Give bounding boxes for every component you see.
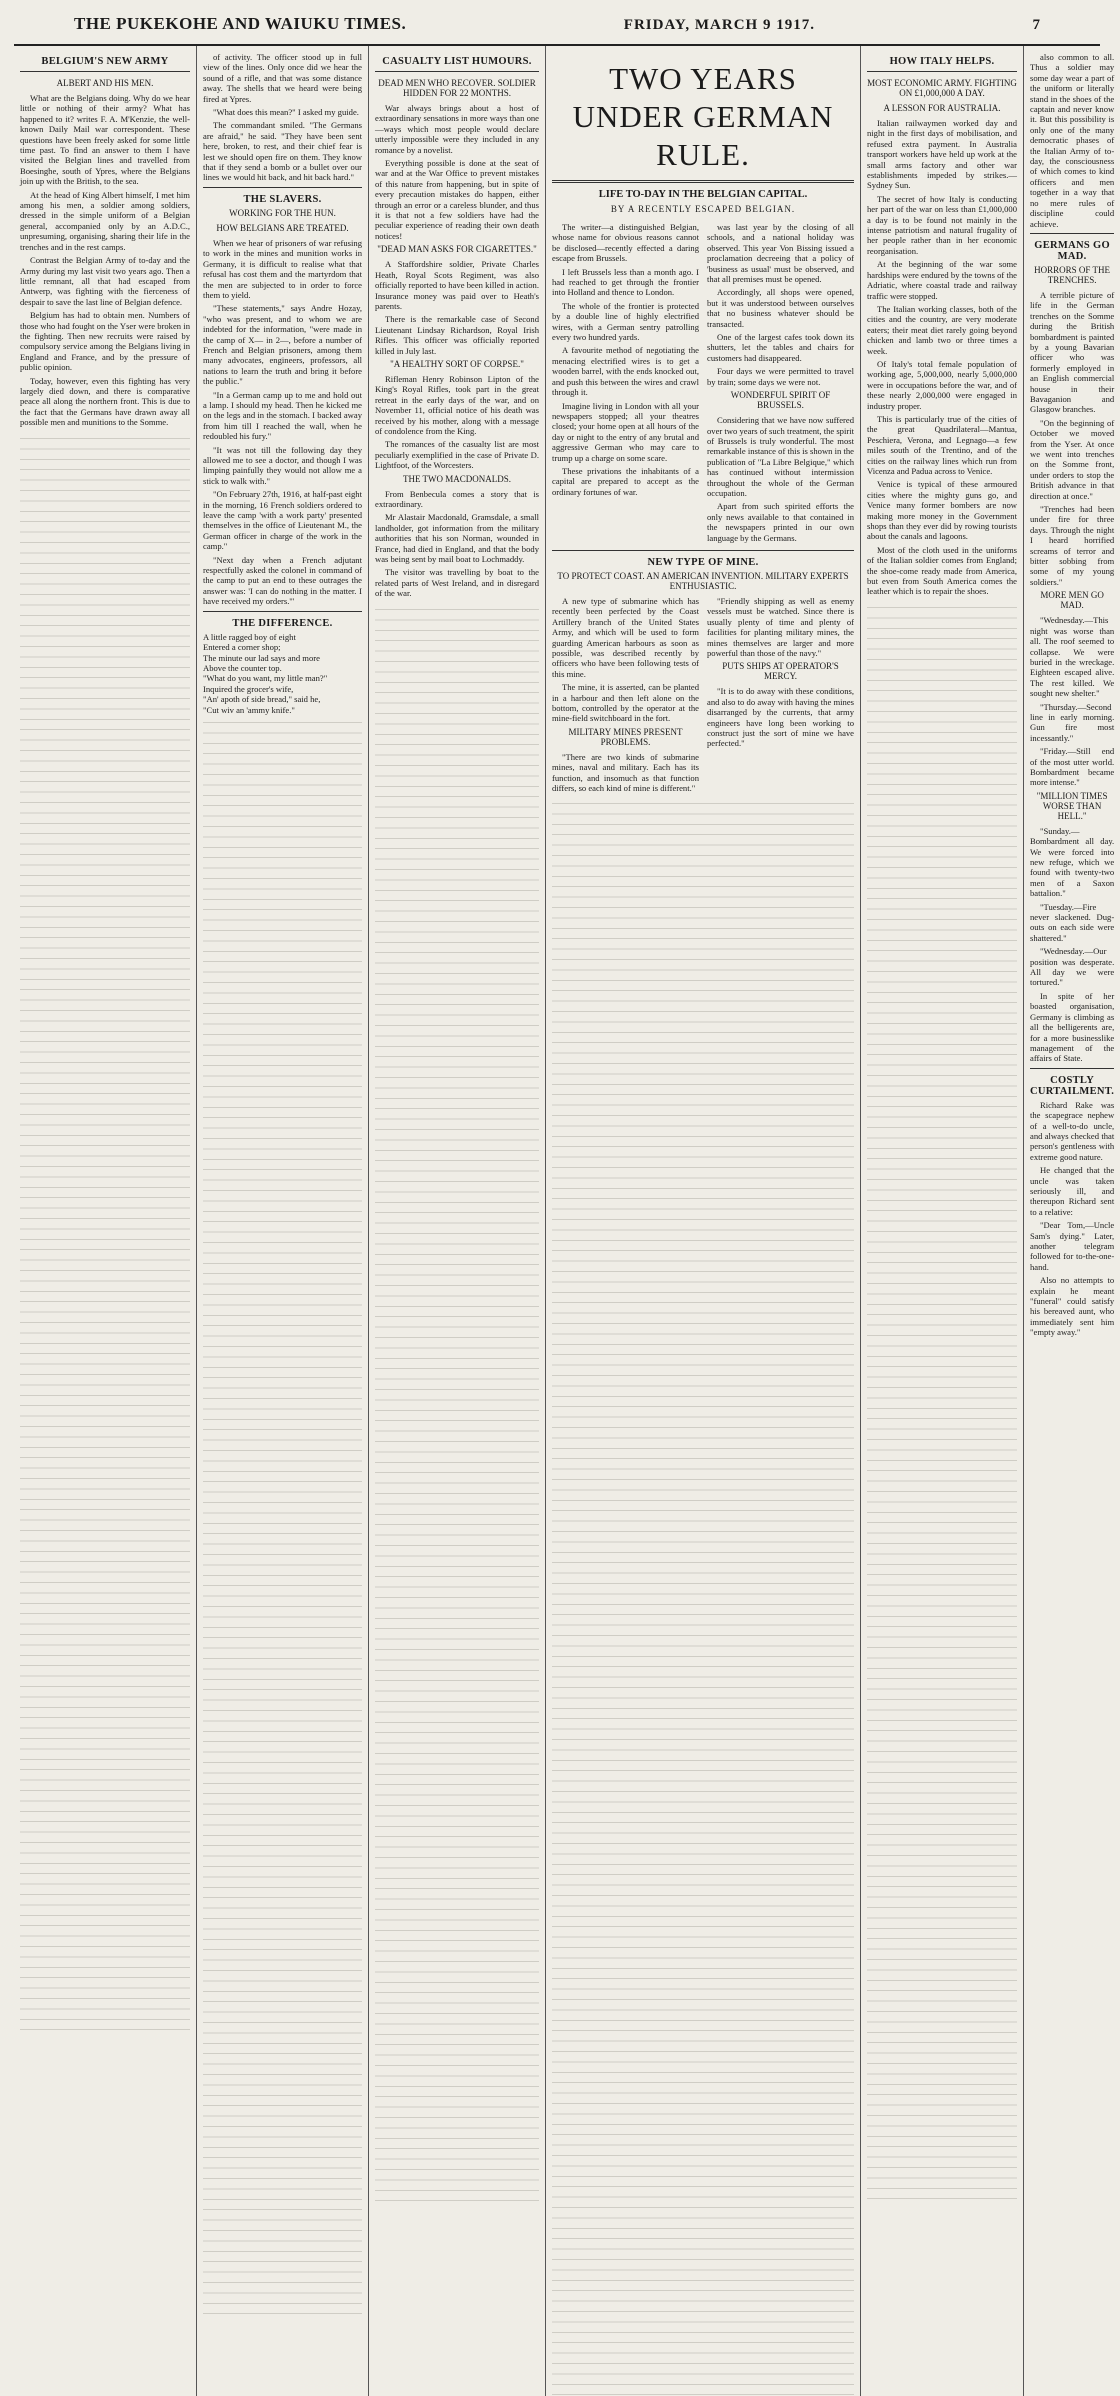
article-body <box>375 259 539 356</box>
poem-line: "An' apoth of side bread," said he, <box>203 694 321 705</box>
paragraph: At the head of King Albert himself, I met him among his men, a soldier among soldiers, dressed in the simple uniform of a Belgian general, accompanied only by an A.D.C., unpresuming, organising, sharing their life in the trenches and in the rest camps. <box>20 189 190 252</box>
paragraph: "Wednesday.—Our position was desperate. All day we were tortured." <box>1030 946 1115 988</box>
article-body <box>1030 52 1114 229</box>
column-4 <box>546 46 861 2396</box>
byline: BY A RECENTLY ESCAPED BELGIAN. <box>610 204 796 214</box>
article-headline: COSTLY CURTAILMENT. <box>1030 1074 1115 1097</box>
paragraph: "These statements," says Andre Hozay, "who was present, and to whom we are indebted for the information, "were made in the camp of X— in 2—, before a number of French and Belgian prisoners, among them many advocates, engineers, professors, all nations to learn the truth and bring it before the public." <box>203 303 362 387</box>
paragraph: This is particularly true of the cities of the great Quadrilateral—Mantua, Peschiera, Verona, and Legnago—a few miles south of the Trentino, and of the cities on the railway lines which run from Vicenza and Padua across to Venice. <box>867 413 1017 476</box>
paragraph: The mine, it is asserted, can be planted in a harbour and then left alone on the bottom, controlled by the operator at the mine-field switchboard in the fort. <box>552 682 699 724</box>
divider <box>1030 233 1114 234</box>
feature-headline: TWO YEARS UNDER GERMAN RULE. <box>572 61 834 172</box>
paragraph: "Sunday.—Bombardment all day. We were forced into new refuge, which we found with twenty-two men of a Saxon battalion." <box>1030 825 1115 899</box>
article-subheadline: TO PROTECT COAST. AN AMERICAN INVENTION. MILITARY EXPERTS ENTHUSIASTIC. <box>557 570 849 591</box>
section-heading: WONDERFUL SPIRIT OF BRUSSELS. <box>730 390 831 411</box>
paragraph: At the beginning of the war some hardships were endured by the towns of the Adriatic, where coastal trade and railway traffic were stopped. <box>867 259 1017 301</box>
article-headline: HOW ITALY HELPS. <box>889 56 995 67</box>
paragraph: of activity. The officer stood up in full view of the lines. Only once did we hear the sound of a rifle, and that was some distance away. The shells that we heard were being fired at Ypres. <box>203 52 362 104</box>
paragraph: "On the beginning of October we moved from the Yser. At once we went into trenches on the Somme front, under orders to stop the British advance in that direction at once." <box>1030 417 1115 501</box>
divider <box>552 550 854 551</box>
paragraph: "It was not till the following day they allowed me to see a doctor, and though I was limping painfully they would not allow me a stick to walk with." <box>203 444 362 486</box>
text-texture <box>203 715 362 2315</box>
paragraph: Contrast the Belgian Army of to-day and the Army during my last visit two years ago. Then a little remnant, all that had escaped from Antwerp, was fighting with the fierceness of despair to save the last line of Belgian defence. <box>20 255 190 307</box>
paragraph: The romances of the casualty list are most peculiarly exemplified in the case of Private D. Lightfoot, of the Worcesters. <box>375 439 539 471</box>
paragraph: "It is to do away with these conditions, and also to do away with having the mines disarranged by the currents, that army engineers have long been working to construct just the sort of mine we have perfected." <box>707 686 854 749</box>
mine-right-column <box>707 596 854 797</box>
text-texture <box>20 431 190 2031</box>
paragraph: What are the Belgians doing. Why do we hear little or nothing of their army? What has happened to it? writes F. A. M'Kenzie, the well-known Daily Mail war correspondent. These questions have been freely asked for some little time past. To find an answer to them I have visited the Belgian lines and travelled from Boesinghe, south of Ypres, where the Belgians join up with the British, to the sea. <box>20 93 190 187</box>
feature-body <box>552 222 854 546</box>
paragraph: Most of the cloth used in the uniforms of the Italian soldier comes from England; the shoe-come ready made from America, but even from South America comes the leather which is to repair the shoes. <box>867 544 1017 597</box>
paragraph: War always brings about a host of extraordinary sensations in more ways than one—ways which most people would declare utterly impossible were they included in any romance by a novelist. <box>375 103 539 155</box>
paragraph: In spite of her boasted organisation, Germany is climbing as all the belligerents are, for a more businesslike management of the affairs of State. <box>1030 990 1115 1064</box>
paragraph: "On February 27th, 1916, at half-past eight in the morning, 16 French soldiers ordered to leave the camp 'with a work party' presented themselves in the office of Lieutenant M., the German officer in charge of the work in the camp." <box>203 489 362 552</box>
paragraph: Also no attempts to explain he meant "funeral" could satisfy his bereaved aunt, who immediately sent him "empty away." <box>1030 1275 1115 1338</box>
poem-line: A little ragged boy of eight <box>203 631 296 642</box>
paragraph: "What does this mean?" I asked my guide. <box>213 107 359 118</box>
poem-line: "Cut wiv an 'ammy knife." <box>203 704 295 715</box>
paragraph: Richard Rake was the scapegrace nephew of a well-to-do uncle, and always checked that person's gentleness with extreme good nature. <box>1030 1099 1115 1162</box>
paragraph: Of Italy's total female population of working age, 5,000,000, nearly 5,000,000 were in occupations before the war, and of these nearly 2,000,000 were engaged in industry proper. <box>867 358 1017 411</box>
article-headline: NEW TYPE OF MINE. <box>647 556 759 568</box>
page-number: 7 <box>1032 17 1040 33</box>
poem-title: THE DIFFERENCE. <box>232 617 333 629</box>
article-subheadline: ALBERT AND HIS MEN. <box>56 78 154 88</box>
paragraph: "Next day when a French adjutant respectfully asked the colonel in command of the camp to put an end to these outrages the answer was: 'I can do nothing in the matter. I have received my orders.'" <box>203 554 362 607</box>
paragraph: A Staffordshire soldier, Private Charles Heath, Royal Scots Regiment, was also officially reported to have been killed in action. Insurance money was paid over to Heath's parents. <box>375 259 539 311</box>
paragraph: The commandant smiled. "The Germans are afraid," he said. "They have been sent here, broken, to rest, and their chief fear is lest we should open fire on them. They know that if they send a bomb or a bullet over our lines we would hit back, and hit back hard." <box>203 120 362 183</box>
paragraph: Mr Alastair Macdonald, Gramsdale, a small landholder, got information from the military authorities that his son Norman, wounded in France, had died in England, and that the body was being sent by mail boat to Lochmaddy. <box>375 512 539 565</box>
paragraph: "Friendly shipping as well as enemy vessels must be watched. Since there is usually plenty of time and plenty of facilities for planting military mines, the mines themselves are larger and more powerful than those of the navy." <box>707 595 854 658</box>
paragraph: A terrible picture of life in the German trenches on the Somme during the British bombardment is painted by a young Bavarian officer who was formerly employed in an English commercial house in their Bavaganion and Glasgow branches. <box>1030 289 1115 415</box>
paragraph: The Italian working classes, both of the cities and the country, are very moderate eaters; their meat diet rarely going beyond chicken and lamb two or three times a week. <box>867 303 1017 356</box>
poem <box>203 632 362 715</box>
divider <box>1030 1068 1114 1069</box>
poem-line: Above the counter top. <box>203 662 282 673</box>
section-heading: "A HEALTHY SORT OF CORPSE." <box>390 358 524 369</box>
paragraph: A favourite method of negotiating the menacing electrified wires is to get a wooden barrel, with the ends knocked out, and push this between the wires and crawl through it. <box>552 345 699 398</box>
text-texture <box>375 602 539 2202</box>
poem-line: "What do you want, my little man?" <box>203 673 328 684</box>
text-texture <box>867 600 1017 2200</box>
paragraph: Belgium has had to obtain men. Numbers of those who had fought on the Yser were broken in the fighting. Then new recruits were raised by compulsory service among the Belgians living in England and France, and by the pressure of public opinion. <box>20 310 190 373</box>
paragraph: "Wednesday.—This night was worse than all. The roof seemed to collapse. We were buried in the wreckage. Eighteen escaped alive. The rest killed. We sought new shelter." <box>1030 615 1115 699</box>
article-body <box>1030 290 1114 587</box>
mine-left-column <box>552 596 699 797</box>
paragraph: Accordingly, all shops were opened, but it was understood between ourselves that no business whatever should be transacted. <box>707 287 854 329</box>
article-headline: GERMANS GO MAD. <box>1034 239 1110 262</box>
paragraph: Imagine living in London with all your newspapers stopped; all your theatres closed; your home open at all hours of the day or night to the entry of any brutal and aggressive German who may care to trump up a charge on some scare. <box>552 400 699 463</box>
article-subheadline: MOST ECONOMIC ARMY. FIGHTING ON £1,000,000 A DAY. <box>867 78 1017 98</box>
article-subheadline: HOW BELGIANS ARE TREATED. <box>216 222 349 233</box>
divider <box>375 71 539 72</box>
feature-left-column <box>552 222 699 546</box>
paragraph: Today, however, even this fighting has very largely died down, and there is comparative peace all along the northern front. This is due to the fact that the Germans have drawn away all possible men and munitions to the Somme. <box>20 375 190 428</box>
section-heading: "MILLION TIMES WORSE THAN HELL." <box>1036 790 1108 821</box>
paragraph: "There are two kinds of submarine mines, naval and military. Each has its function, and insomuch as that function differs, so each kind of mine is different." <box>552 751 699 794</box>
paragraph: "Trenches had been under fire for three days. Through the night I heard horrified screams of terror and bitter sobbing from some of my young soldiers." <box>1030 504 1115 587</box>
paragraph: "Thursday.—Second line in early morning. Gun fire most incessantly." <box>1030 701 1115 743</box>
section-heading: MORE MEN GO MAD. <box>1040 590 1104 611</box>
column-5 <box>861 46 1024 2396</box>
columns <box>14 46 1115 1736</box>
article-subheadline: WORKING FOR THE HUN. <box>229 207 336 218</box>
paragraph: Italian railwaymen worked day and night in the first days of mobilisation, and refused extra payment. In Australia transport workers have held up work at the small arms factory and other war establishments impeded by strikes.—Sydney Sun. <box>867 118 1017 191</box>
paragraph: These privations the inhabitants of a capital are prepared to accept as the ordinary fortunes of war. <box>552 465 699 497</box>
paragraph: Rifleman Henry Robinson Lipton of the King's Royal Rifles, took part in the great retreat in the early days of the war, and on November 11, official notice of his death was received by his mother, along with a message of condolence from the King. <box>375 373 539 436</box>
section-heading: MILITARY MINES PRESENT PROBLEMS. <box>568 726 683 747</box>
paragraph: The whole of the frontier is protected by a double line of highly electrified wires, with a German sentry patrolling every two hundred yards. <box>552 300 699 343</box>
article-body <box>203 52 362 183</box>
paragraph: The visitor was travelling by boat to the related parts of West Ireland, and in disregard of the war. <box>375 567 539 599</box>
feature-right-column <box>707 222 854 546</box>
paragraph: One of the largest cafes took down its shutters, let the tables and chairs for customers had disappeared. <box>707 332 854 363</box>
column-1 <box>14 46 197 2396</box>
paragraph: Everything possible is done at the seat of war and at the War Office to prevent mistakes of this nature from happening, but in spite of every precaution mistakes do happen, either through an error or a careless blunder, and thus it is that not a few soldiers have had the peculiar experience of reading their own death notices! <box>375 158 539 241</box>
paragraph: From Benbecula comes a story that is extraordinary. <box>375 488 539 509</box>
paragraph: "Friday.—Still end of the most utter world. Bombardment became more intense." <box>1030 746 1115 788</box>
article-headline: THE SLAVERS. <box>243 193 322 205</box>
section-heading: THE TWO MACDONALDS. <box>402 473 512 484</box>
poem-line: The minute our lad says and more <box>203 652 320 663</box>
text-texture <box>552 796 854 2396</box>
feature-subheadline: LIFE TO-DAY IN THE BELGIAN CAPITAL. <box>598 189 808 200</box>
divider <box>203 611 362 612</box>
divider <box>203 187 362 188</box>
article-body <box>203 238 362 607</box>
mine-article-body <box>552 596 854 797</box>
section-heading: PUTS SHIPS AT OPERATOR'S MERCY. <box>722 661 839 682</box>
paragraph: When we hear of prisoners of war refusing to work in the mines and munition works in Germany, it is difficult to realise what that refusal has cost them and the martyrdom that the men are subjected to in order to force them to yield. <box>203 237 362 300</box>
masthead <box>14 6 1100 46</box>
paragraph: also common to all. Thus a soldier may some day wear a part of the uniform or literally stand in the shoes of the captain and never know it. But this possibility is only one of the many democratic phases of the Italian Army of to-day, the consciousness of which comes to kind officers and men together in a way that no mere rules of discipline could achieve. <box>1030 52 1115 229</box>
section-heading: "DEAD MAN ASKS FOR CIGARETTES." <box>377 244 537 255</box>
divider <box>552 180 854 183</box>
paragraph: Four days we were permitted to travel by train; some days we were not. <box>707 366 854 387</box>
issue-date: FRIDAY, MARCH 9 1917. <box>623 17 815 33</box>
article-body <box>1030 615 1114 788</box>
column-6 <box>1024 46 1120 2396</box>
divider <box>20 71 190 72</box>
paragraph: Apart from such spirited efforts the only news available to that contained in the newspapers printed in our own language by the Germans. <box>707 501 854 543</box>
article-subheadline: DEAD MEN WHO RECOVER. SOLDIER HIDDEN FOR 22 MONTHS. <box>378 78 536 98</box>
article-body <box>867 118 1017 597</box>
article-subheadline: HORRORS OF THE TRENCHES. <box>1034 264 1111 285</box>
paragraph: Venice is typical of these armoured cities where the mighty guns go, and Venice many former bombers are now making more money in the Government shops than they ever did by rowing tourists about the canals and lagoons. <box>867 479 1017 542</box>
column-3 <box>369 46 546 2396</box>
article-headline: CASUALTY LIST HUMOURS. <box>382 56 532 67</box>
article-body <box>20 93 190 428</box>
article-body <box>375 489 539 599</box>
paragraph: "Dear Tom,—Uncle Sam's dying." Later, another telegram followed for to-the-one-hand. <box>1030 1220 1115 1272</box>
poem-line: Entered a corner shop; <box>203 642 281 653</box>
paragraph: The writer—a distinguished Belgian, whose name for obvious reasons cannot be disclosed—recently effected a daring escape from Brussels. <box>552 222 699 264</box>
article-body <box>375 103 539 241</box>
paragraph: A new type of submarine which has recently been perfected by the Coast Artillery branch of the United States Army, and which will be used to form guarding American harbours as soon as possible, was described recently by officers who have been following tests of this mine. <box>552 595 699 679</box>
divider <box>867 71 1017 72</box>
paragraph: The secret of how Italy is conducting her part of the war on less than £1,000,000 a day is to be found not mainly in the intense patriotism and natural frugality of her people rather than in her economic reorganisation. <box>867 193 1017 256</box>
column-2 <box>197 46 369 2396</box>
article-subheadline: A LESSON FOR AUSTRALIA. <box>883 103 1001 113</box>
paragraph: He changed that the uncle was taken seriously ill, and thereupon Richard sent to a relative: <box>1030 1165 1115 1217</box>
newspaper-name: THE PUKEKOHE AND WAIUKU TIMES. <box>74 14 407 33</box>
paragraph: I left Brussels less than a month ago. I had reached to get through the frontier into Holland and thence to London. <box>552 266 699 298</box>
paragraph: "Tuesday.—Fire never slackened. Dug-outs on each side were shattered." <box>1030 901 1115 943</box>
paragraph: There is the remarkable case of Second Lieutenant Lindsay Richardson, Royal Irish Rifles. This officer was officially reported killed in July last. <box>375 314 539 356</box>
article-body <box>375 374 539 471</box>
article-body <box>1030 1100 1114 1338</box>
paragraph: was last year by the closing of all schools, and a national holiday was observed. This year Von Bissing issued a proclamation decreeing that a policy of 'business as usual' must be observed, and that all premises must be opened. <box>707 222 854 285</box>
paragraph: "In a German camp up to me and hold out a lamp. I should my head. Then he kicked me on the legs and in the stomach. I backed away from him till I reached the wall, when he redoubled his fury." <box>203 389 362 442</box>
article-headline: BELGIUM'S NEW ARMY <box>41 56 169 67</box>
paragraph: Considering that we have now suffered over two years of such treatment, the spirit of Brussels is truly wonderful. The most remarkable instance of this is shown in the publication of "La Libre Belgique," which has continued without intermission throughout the whole of the German occupation. <box>707 415 855 498</box>
poem-line: Inquired the grocer's wife, <box>203 683 294 694</box>
article-body <box>1030 826 1114 1064</box>
